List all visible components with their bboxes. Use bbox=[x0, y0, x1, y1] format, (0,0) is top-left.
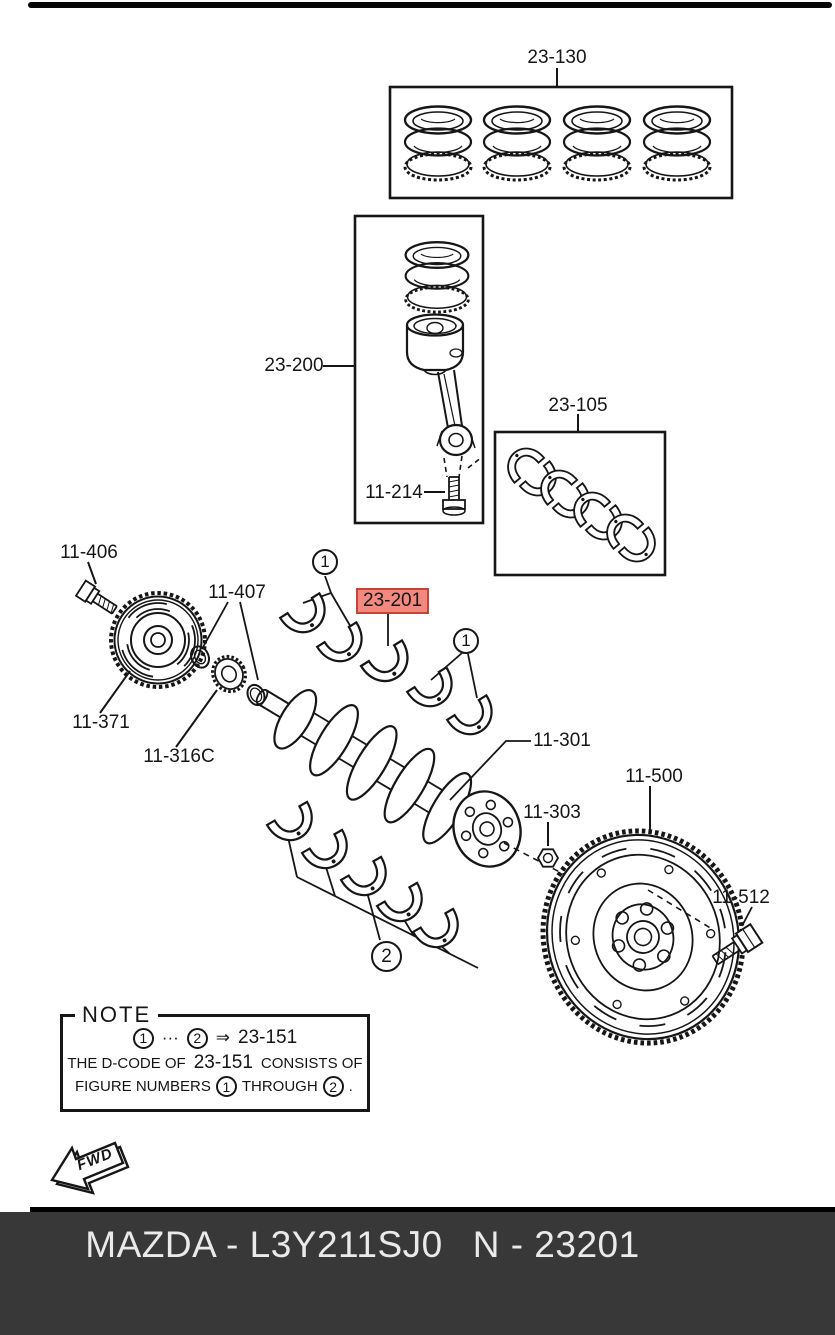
note-sequence-row bbox=[63, 1027, 367, 1049]
part-label-23-130[interactable]: 23-130 bbox=[527, 47, 587, 68]
fwd-arrow-label: FWD bbox=[74, 1144, 116, 1175]
part-label-23-200[interactable]: 23-200 bbox=[264, 355, 324, 376]
part-label-11-371[interactable]: 11-371 bbox=[72, 712, 130, 733]
part-label-11-316C[interactable]: 11-316C bbox=[143, 746, 215, 767]
part-label-11-301[interactable]: 11-301 bbox=[533, 730, 591, 751]
part-label-23-105[interactable]: 23-105 bbox=[548, 395, 608, 416]
callout-1-right: 1 bbox=[453, 628, 479, 654]
piston-ring-set-box-drawing bbox=[390, 68, 732, 198]
note-arrow: ⇒ bbox=[215, 1028, 231, 1047]
note-figure-row bbox=[75, 1076, 367, 1097]
part-label-11-512[interactable]: 11-512 bbox=[712, 887, 770, 908]
note-dots: ··· bbox=[161, 1028, 179, 1047]
callout-1-left: 1 bbox=[312, 549, 338, 575]
part-label-11-407[interactable]: 11-407 bbox=[208, 582, 266, 603]
part-label-11-303[interactable]: 11-303 bbox=[523, 802, 581, 823]
note-body-row bbox=[63, 1052, 367, 1074]
part-label-11-406[interactable]: 11-406 bbox=[60, 542, 118, 563]
footer-catalog-number: N - 23201 bbox=[472, 1224, 640, 1265]
flywheel-group-drawing bbox=[504, 786, 773, 1071]
note-body-post: CONSISTS OF bbox=[260, 1054, 363, 1072]
note-code: 23-151 bbox=[238, 1027, 298, 1048]
footer-brand-part-number: MAZDA - L3Y211SJ0 bbox=[85, 1224, 443, 1265]
note-fig-end: . bbox=[348, 1078, 353, 1095]
note-body-pre: THE D-CODE OF bbox=[67, 1054, 186, 1072]
note-callout-1: 1 bbox=[133, 1028, 154, 1049]
part-label-23-201-highlighted[interactable]: 23-201 bbox=[356, 588, 429, 614]
rod-bearing-box-drawing bbox=[495, 414, 665, 575]
note-body-code: 23-151 bbox=[193, 1052, 253, 1073]
part-label-11-214[interactable]: 11-214 bbox=[365, 482, 423, 503]
crankshaft-drawing bbox=[237, 659, 531, 875]
note-fig-pre: FIGURE NUMBERS bbox=[75, 1078, 211, 1095]
note-fig-mid: THROUGH bbox=[241, 1078, 318, 1095]
callout-2: 2 bbox=[371, 941, 402, 972]
footer-text bbox=[0, 1212, 780, 1266]
note-fig-callout-1: 1 bbox=[216, 1076, 237, 1097]
note-box bbox=[60, 1002, 370, 1112]
piston-assembly-box-drawing bbox=[323, 216, 483, 523]
note-callout-2: 2 bbox=[187, 1028, 208, 1049]
footer-bar bbox=[0, 1212, 835, 1335]
part-label-11-500[interactable]: 11-500 bbox=[625, 766, 683, 787]
note-title: NOTE bbox=[75, 1002, 158, 1028]
note-fig-callout-2: 2 bbox=[323, 1076, 344, 1097]
